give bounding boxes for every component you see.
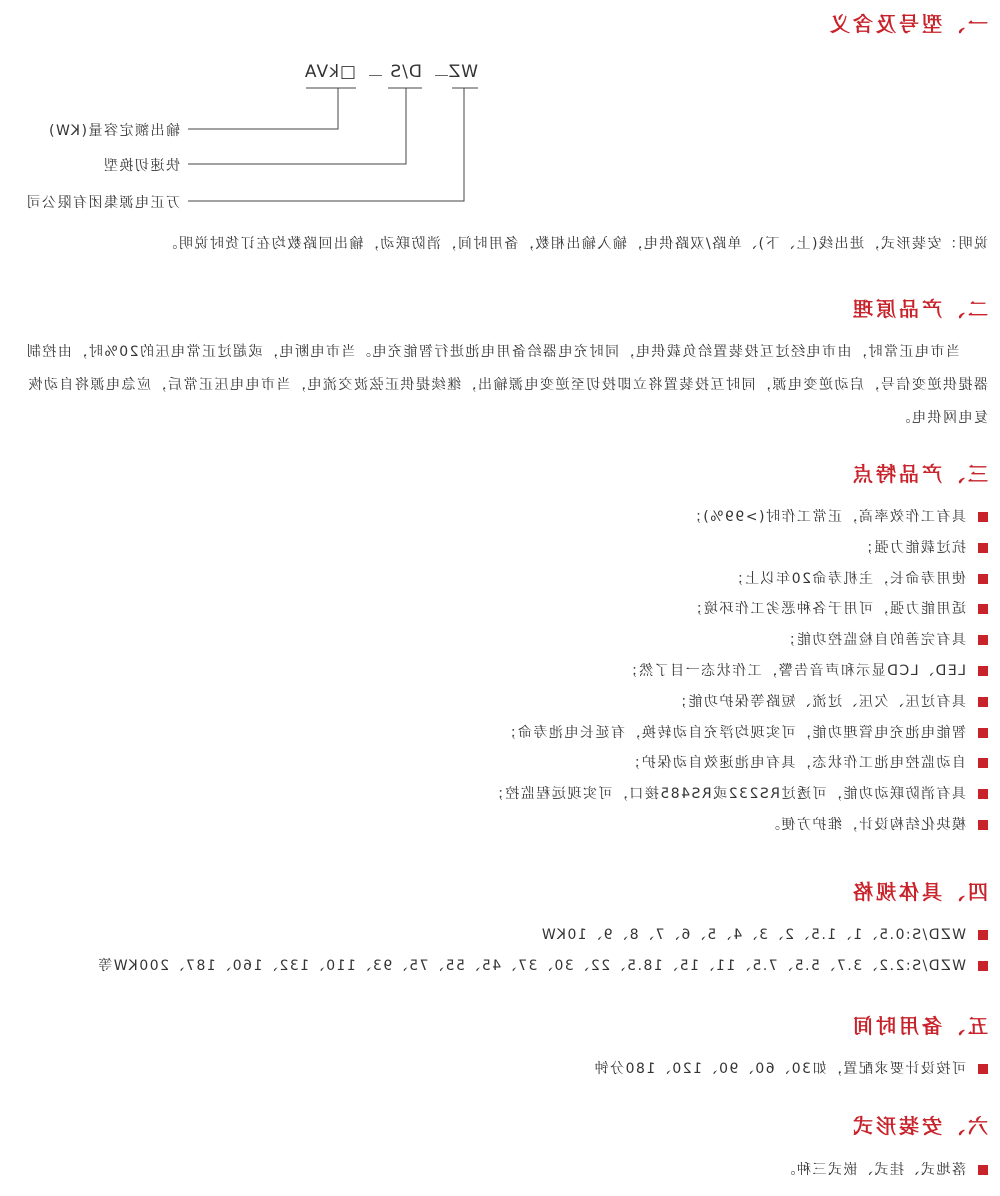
list-item-text: 具有消防联动功能，可透过RS232或RS485接口，可实现远程监控； (488, 786, 966, 803)
list-item-text: 落地式、挂式、嵌式三种。 (780, 1162, 966, 1178)
list-item (488, 533, 988, 564)
list-item (97, 951, 988, 982)
list-item (593, 1054, 988, 1085)
list-item (488, 502, 988, 533)
install-list (780, 1155, 988, 1186)
order-note: 说明：安装形式，进出线(上、下)、单路/双路供电，输入输出相数，备用时间，消防联动，输出回路数均在订货时说明。 (161, 236, 988, 252)
section-title-backup-time: 五、备用时间 (850, 1014, 988, 1038)
model-code-dash-2: － (366, 67, 384, 87)
list-item (488, 625, 988, 656)
bullet-square-icon (978, 1064, 988, 1074)
list-item (488, 656, 988, 687)
list-item (488, 718, 988, 749)
bullet-square-icon (978, 758, 988, 768)
bullet-square-icon (978, 930, 988, 940)
model-label-company: 万正电源集团有限公司 (25, 195, 180, 211)
model-code-kva: □kVA (303, 62, 356, 82)
bullet-square-icon (978, 1165, 988, 1175)
section-title-features: 三、产品特点 (850, 462, 988, 486)
section-title-installation: 六、安装形式 (850, 1114, 988, 1138)
list-item-text: 使用寿命长，主机寿命20年以上； (728, 570, 966, 587)
list-item-text: LED、LCD显示和声音告警，工作状态一目了然； (622, 662, 966, 679)
bullet-square-icon (978, 666, 988, 676)
list-item-text: 具有过压、欠压、过流、短路等保护功能； (671, 693, 966, 710)
bullet-square-icon (978, 512, 988, 522)
list-item (488, 779, 988, 810)
list-item-text: 模块化结构设计，维护方便。 (764, 816, 966, 833)
model-code-dash-1: － (432, 67, 450, 87)
bullet-square-icon (978, 574, 988, 584)
model-label-switch-type: 快速切换型 (102, 158, 180, 174)
section-title-specs: 四、具体规格 (850, 880, 988, 904)
list-item (97, 920, 988, 951)
bullet-square-icon (978, 697, 988, 707)
list-item-text: 具有工作效率高，正常工作时(>99%)； (686, 509, 966, 525)
list-item (780, 1155, 988, 1186)
model-diagram (8, 62, 488, 212)
bullet-square-icon (978, 728, 988, 738)
list-item-text: 可按设计要求配置，如30、60、90、120、180分钟 (593, 1061, 966, 1077)
model-code-ds: D/S (389, 62, 422, 82)
bullet-square-icon (978, 961, 988, 971)
list-item (488, 748, 988, 779)
list-item (488, 594, 988, 625)
model-label-capacity: 输出额定容量(KW) (47, 123, 180, 139)
list-item-text: WZD/S:0.5、1、1.5、2、3、4、5、6、7、8、9、10KW (540, 927, 966, 943)
list-item (488, 810, 988, 841)
model-code-wz: WZ (447, 62, 478, 82)
list-item-text: WZD/S:2.2、3.7、5.5、7.5、11、15、18.5、22、30、37、45、55、75、93、110、132、160、187、200KW等 (96, 957, 966, 974)
list-item (488, 687, 988, 718)
list-item-text: 智能电池充电管理功能，可实现均浮充自动转换，有延长电池寿命； (501, 724, 966, 741)
specs-list (97, 920, 988, 982)
list-item-text: 自动监控电池工作状态，具有电池速效自动保护； (625, 755, 966, 772)
list-item (488, 564, 988, 595)
list-item-text: 具有完善的自检监控功能； (780, 632, 966, 649)
list-item-text: 适用能力强，可用于各种恶劣工作环境； (687, 601, 966, 618)
backup-list (593, 1054, 988, 1085)
bullet-square-icon (978, 604, 988, 614)
section-title-principle: 二、产品原理 (850, 297, 988, 321)
bullet-square-icon (978, 820, 988, 830)
bullet-square-icon (978, 789, 988, 799)
principle-paragraph: 当市电正常时，由市电经过互投装置给负载供电，同时充电器给备用电池进行智能充电。当市电断电，或超过正常电压的20%时，由控制器提供逆变信号，启动逆变电源，同时互投装置将立即投切至逆变电源输出，继续提供正弦波交流电，当市电电压正常后，应急电源将自动恢复电网供电。 (25, 344, 988, 426)
features-list (488, 502, 988, 841)
bullet-square-icon (978, 543, 988, 553)
section-title-model: 一、型号及含义 (827, 12, 988, 36)
bullet-square-icon (978, 635, 988, 645)
list-item-text: 抗过载能力强； (857, 539, 966, 556)
